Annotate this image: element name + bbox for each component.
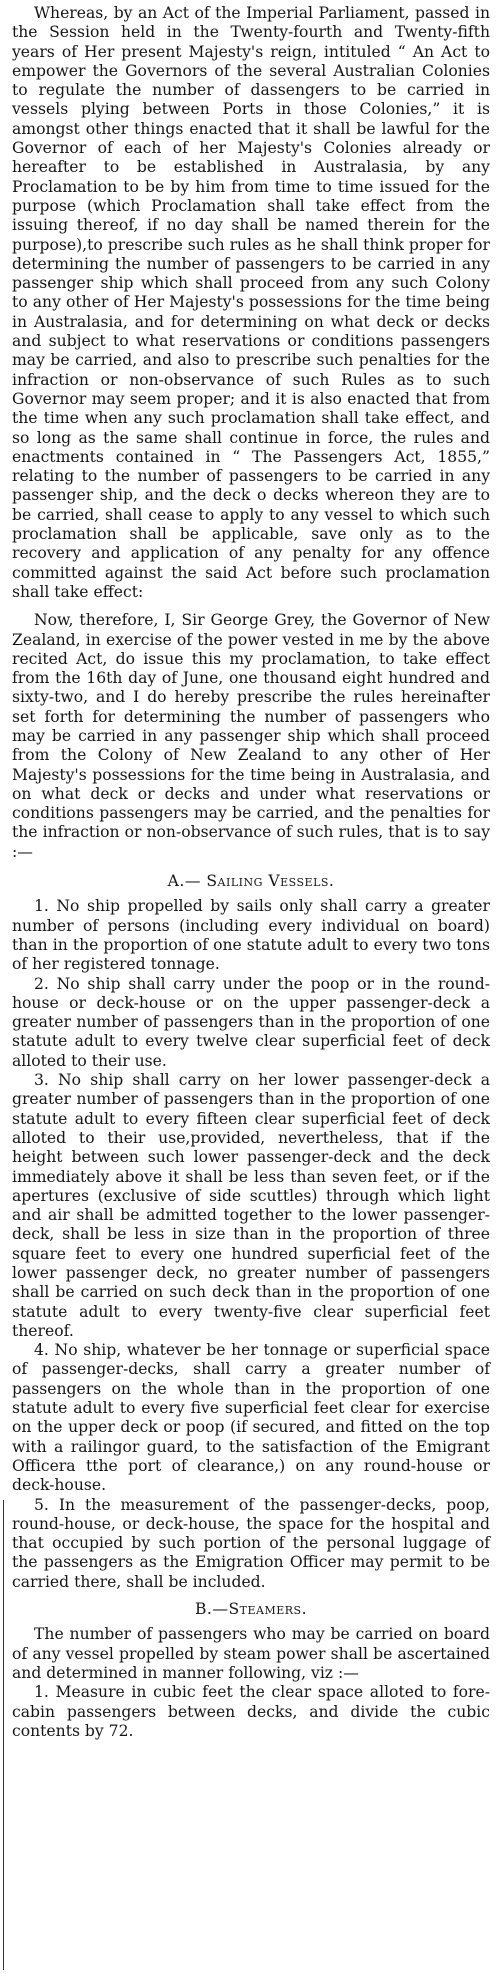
- rule-a-1: 1. No ship propelled by sails only shall carry a greater number of persons (including every individual on board) than in the proportion of one statute adult to every two tons of her registered tonnage.: [12, 897, 490, 974]
- rule-a-4: 4. No ship, whatever be her tonnage or superficial space of passenger-decks, shall carry a greater number of passengers on the whole than in the proportion of one statute adult to every five superficial feet clear for exercise on the upper deck or poop (if secured, and fitted on the top with a railingor guard, to the satisfaction of the Emigrant Officera tthe port of clearance,) on any round-house or deck-house.: [12, 1341, 490, 1495]
- proclamation-paragraph: Now, therefore, I, Sir George Grey, the Governor of New Zealand, in exercise of the power vested in me by the above recited Act, do issue this my proclamation, to take effect from the 16th day of June, one thousand eight hundred and sixty-two, and I do hereby prescribe the rules hereinafter set forth for determining the number of passengers who may be carried in any passenger ship which shall proceed from the Colony of New Zealand to any other of Her Majesty's possessions for the time being in Australasia, and on what deck or decks and under what reservations or conditions passengers may be carried, and the penalties for the infraction or non-observance of such rules, that is to say :—: [12, 611, 490, 861]
- rule-b-1: 1. Measure in cubic feet the clear space alloted to fore-cabin passengers between decks, and divide the cubic contents by 72.: [12, 1683, 490, 1740]
- rule-a-3: 3. No ship shall carry on her lower passenger-deck a greater number of passengers than in the proportion of one statute adult to every fifteen clear superficial feet of deck alloted to their use,provided, nevertheless, that if the height between such lower passenger-deck and the deck immediately above it shall be less than seven feet, or if the apertures (exclusive of side scuttles) through which light and air shall be admitted together to the lower passenger-deck, shall be less in size than in the proportion of three square feet to every one hundred superficial feet of the lower passenger deck, no greater number of passengers shall be carried on such deck than in the proportion of one statute adult to every twenty-five clear superficial feet thereof.: [12, 1071, 490, 1340]
- column-edge-rule: [3, 1500, 4, 1970]
- section-b-heading: B.—Steamers.: [194, 1600, 308, 1619]
- preamble-paragraph: Whereas, by an Act of the Imperial Parliament, passed in the Session held in the Twenty-fourth and Twenty-fifth years of Her present Majesty's reign, intituled “ An Act to empower the Governors of the several Australian Colonies to regulate the number of dassengers to be carried in vessels plying between Ports in those Colonies,” it is amongst other things enacted that it shall be lawful for the Governor of each of her Majesty's Colonies already or hereafter to be established in Australasia, by any Proclamation to be by him from time to time issued for the purpose (which Proclamation shall take effect from the issuing thereof, if no day shall be named therein for the purpose),to prescribe such rules as he shall think proper for determining the number of passengers to be carried in any passenger ship which shall proceed from any such Colony to any other of Her Majesty's possessions for the time being in Australasia, and for determining on what deck or decks and subject to what reservations or conditions passengers may be carried, and also to prescribe such penalties for the infraction or non-observance of such Rules as to such Governor may seem proper; and it is also enacted that from the time when any such proclamation shall take effect, and so long as the same shall continue in force, the rules and enactments contained in “ The Passengers Act, 1855,” relating to the number of passengers to be carried in any passenger ship, and the deck o decks whereon they are to be carried, shall cease to apply to any vessel to which such proclamation shall be applicable, save only as to the recovery and application of any penalty for any offence committed against the said Act before such proclamation shall take effect:: [12, 4, 490, 601]
- section-b-intro: The number of passengers who may be carried on board of any vessel propelled by steam power shall be ascertained and determined in manner following, viz :—: [12, 1625, 490, 1682]
- section-a-heading: A.— Sailing Vessels.: [167, 872, 335, 891]
- rule-a-5: 5. In the measurement of the passenger-decks, poop, round-house, or deck-house, the space for the hospital and that occupied by such portion of the personal luggage of the passengers as the Emigration Officer may permit to be carried there, shall be included.: [12, 1495, 490, 1591]
- rule-a-2: 2. No ship shall carry under the poop or in the round-house or deck-house or on the upper passenger-deck a greater number of passengers than in the proportion of one statute adult to every twelve clear superficial feet of deck alloted to their use.: [12, 974, 490, 1070]
